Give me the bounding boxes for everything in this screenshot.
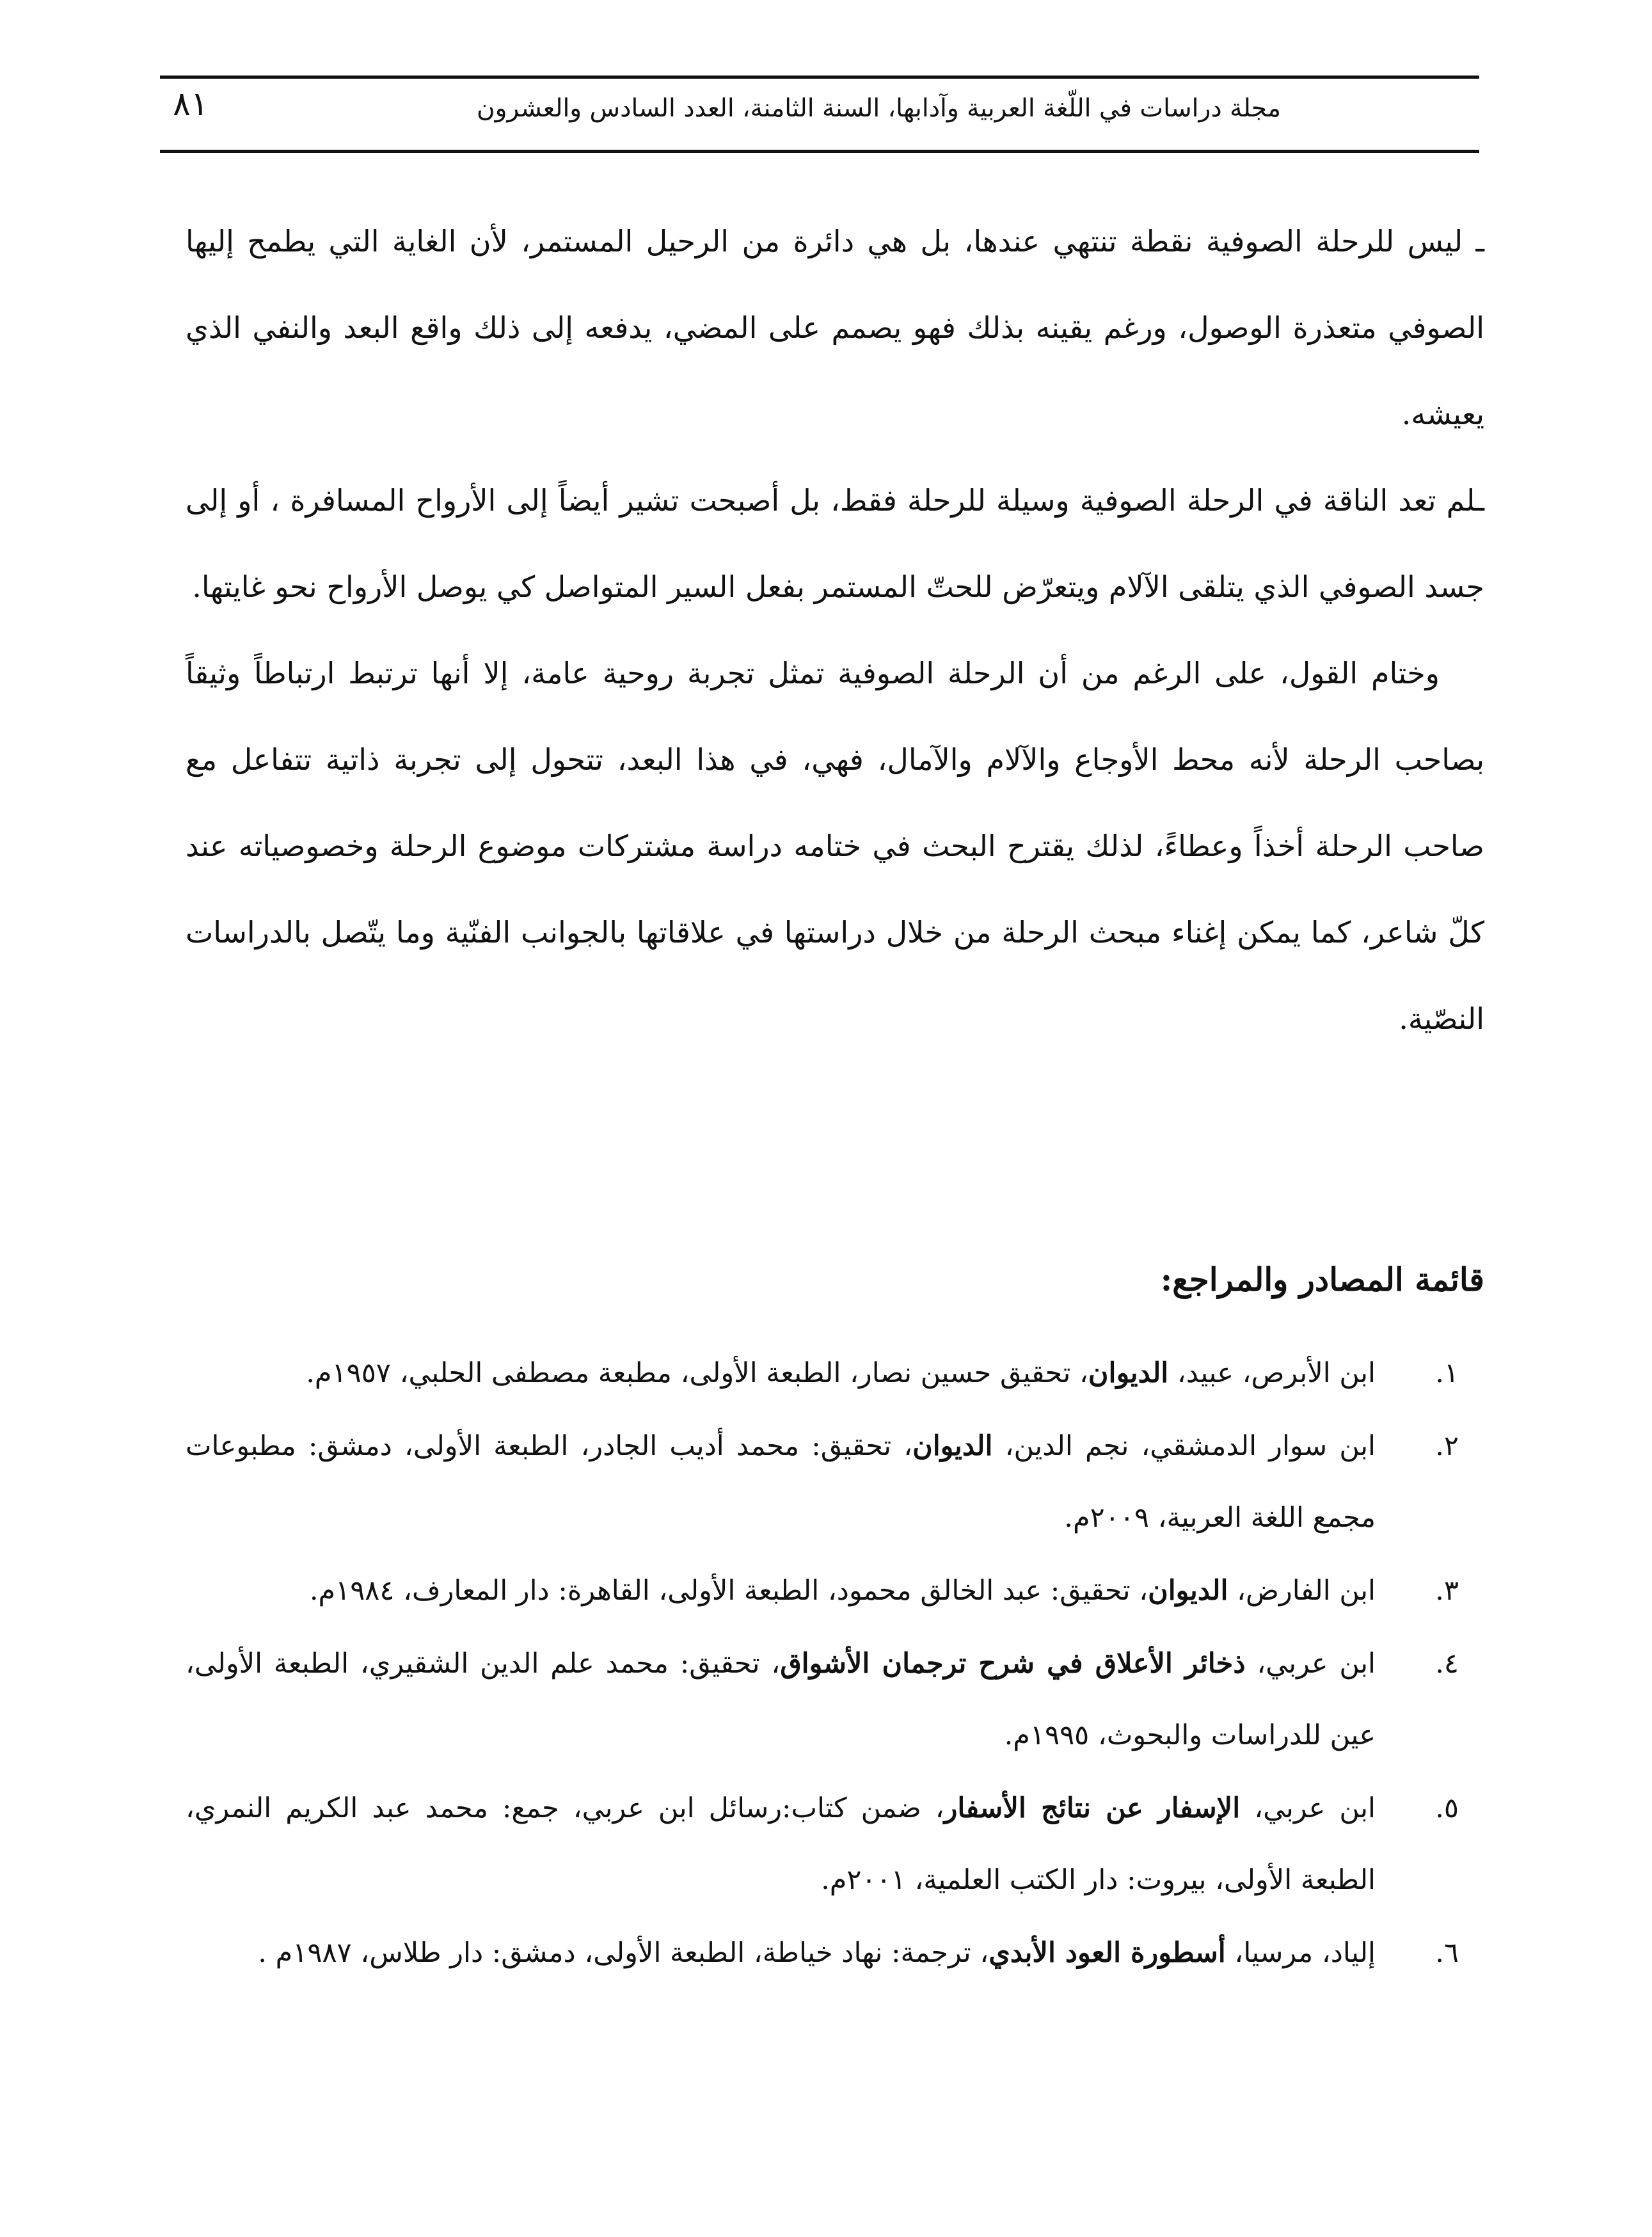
reference-number: ١.: [1435, 1357, 1459, 1389]
reference-item: [186, 1555, 1484, 1627]
paragraph: ـلم تعد الناقة في الرحلة الصوفية وسيلة للرحلة فقط، بل أصبحت تشير أيضاً إلى الأرواح المسافرة ، أو إلى جسد الصوفي الذي يتلقى الآلام ويتعرّض للحتّ المستمر بفعل السير المتواصل كي يوصل الأرواح نحو غايتها.: [186, 483, 1484, 604]
reference-text: ابن عربي،: [1240, 1792, 1376, 1824]
reference-number: ٤.: [1435, 1648, 1459, 1680]
reference-item: [186, 1917, 1484, 1989]
reference-item: [186, 1337, 1484, 1409]
reference-text: ، ترجمة: نهاد خياطة، الطبعة الأولى، دمشق: دار طلاس، ١٩٨٧م .: [258, 1937, 989, 1969]
reference-text: ابن عربي،: [1245, 1648, 1376, 1680]
reference-title: أسطورة العود الأبدي: [989, 1937, 1226, 1969]
reference-text: ، تحقيق: عبد الخالق محمود، الطبعة الأولى، القاهرة: دار المعارف، ١٩٨٤م.: [309, 1575, 1148, 1607]
reference-number: ٢.: [1435, 1430, 1459, 1462]
reference-number: ٥.: [1435, 1792, 1459, 1824]
reference-title: الديوان: [1148, 1575, 1228, 1607]
reference-text: ابن الفارض،: [1228, 1575, 1376, 1607]
reference-number: ٣.: [1435, 1575, 1459, 1607]
reference-item: [186, 1410, 1484, 1554]
reference-number: ٦.: [1435, 1937, 1459, 1969]
page-number: ٨١: [173, 85, 209, 123]
reference-title: ذخائر الأعلاق في شرح ترجمان الأشواق: [780, 1648, 1246, 1680]
reference-title: الديوان: [912, 1430, 993, 1462]
reference-text: ابن سوار الدمشقي، نجم الدين،: [992, 1430, 1376, 1462]
header-top-rule: [160, 76, 1479, 79]
references-heading: قائمة المصادر والمراجع:: [1160, 1261, 1484, 1298]
paragraph: وختام القول، على الرغم من أن الرحلة الصوفية تمثل تجربة روحية عامة، إلا أنها ترتبط ارتباطاً وثيقاً بصاحب الرحلة لأنه محط الأوجاع والآلام والآمال، فهي، في هذا البعد، تتحول إلى تجربة ذاتية تتفاعل مع صاحب الرحلة أخذاً وعطاءً، لذلك يقترح البحث في ختامه دراسة مشتركات موضوع الرحلة وخصوصياته عند كلّ شاعر، كما يمكن إغناء مبحث الرحلة من خلال دراستها في علاقاتها بالجوانب الفنّية وما يتّصل بالدراسات النصّية.: [186, 656, 1484, 1036]
paragraph: ـ ليس للرحلة الصوفية نقطة تنتهي عندها، بل هي دائرة من الرحيل المستمر، لأن الغاية التي يطمح إليها الصوفي متعذرة الوصول، ورغم يقينه بذلك فهو يصمم على المضي، يدفعه إلى ذلك واقع البعد والنفي الذي يعيشه.: [186, 224, 1484, 431]
article-body: [186, 198, 1484, 1062]
reference-text: ، تحقيق حسين نصار، الطبعة الأولى، مطبعة مصطفى الحلبي، ١٩٥٧م.: [306, 1357, 1088, 1389]
reference-text: ابن الأبرص، عبيد،: [1168, 1357, 1376, 1389]
header-bottom-rule: [160, 150, 1479, 153]
reference-text: ، تحقيق: محمد علم الدين الشقيري، الطبعة الأولى، عين للدراسات والبحوث، ١٩٩٥م.: [186, 1648, 1376, 1751]
reference-item: [186, 1772, 1484, 1916]
journal-running-title: مجلة دراسات في اللّغة العربية وآدابها، السنة الثامنة، العدد السادس والعشرون: [476, 94, 1281, 123]
references-list: [186, 1337, 1484, 1990]
reference-text: إلياد، مرسيا،: [1225, 1937, 1376, 1969]
reference-item: [186, 1628, 1484, 1771]
reference-text: ، تحقيق: محمد أديب الجادر، الطبعة الأولى، دمشق: مطبوعات مجمع اللغة العربية، ٢٠٠٩م.: [186, 1430, 1376, 1534]
reference-title: الإسفار عن نتائج الأسفار: [944, 1792, 1241, 1824]
reference-title: الديوان: [1088, 1357, 1169, 1389]
reference-text: ، ضمن كتاب:رسائل ابن عربي، جمع: محمد عبد الكريم النمري، الطبعة الأولى، بيروت: دار الكتب العلمية، ٢٠٠١م.: [186, 1792, 1376, 1896]
